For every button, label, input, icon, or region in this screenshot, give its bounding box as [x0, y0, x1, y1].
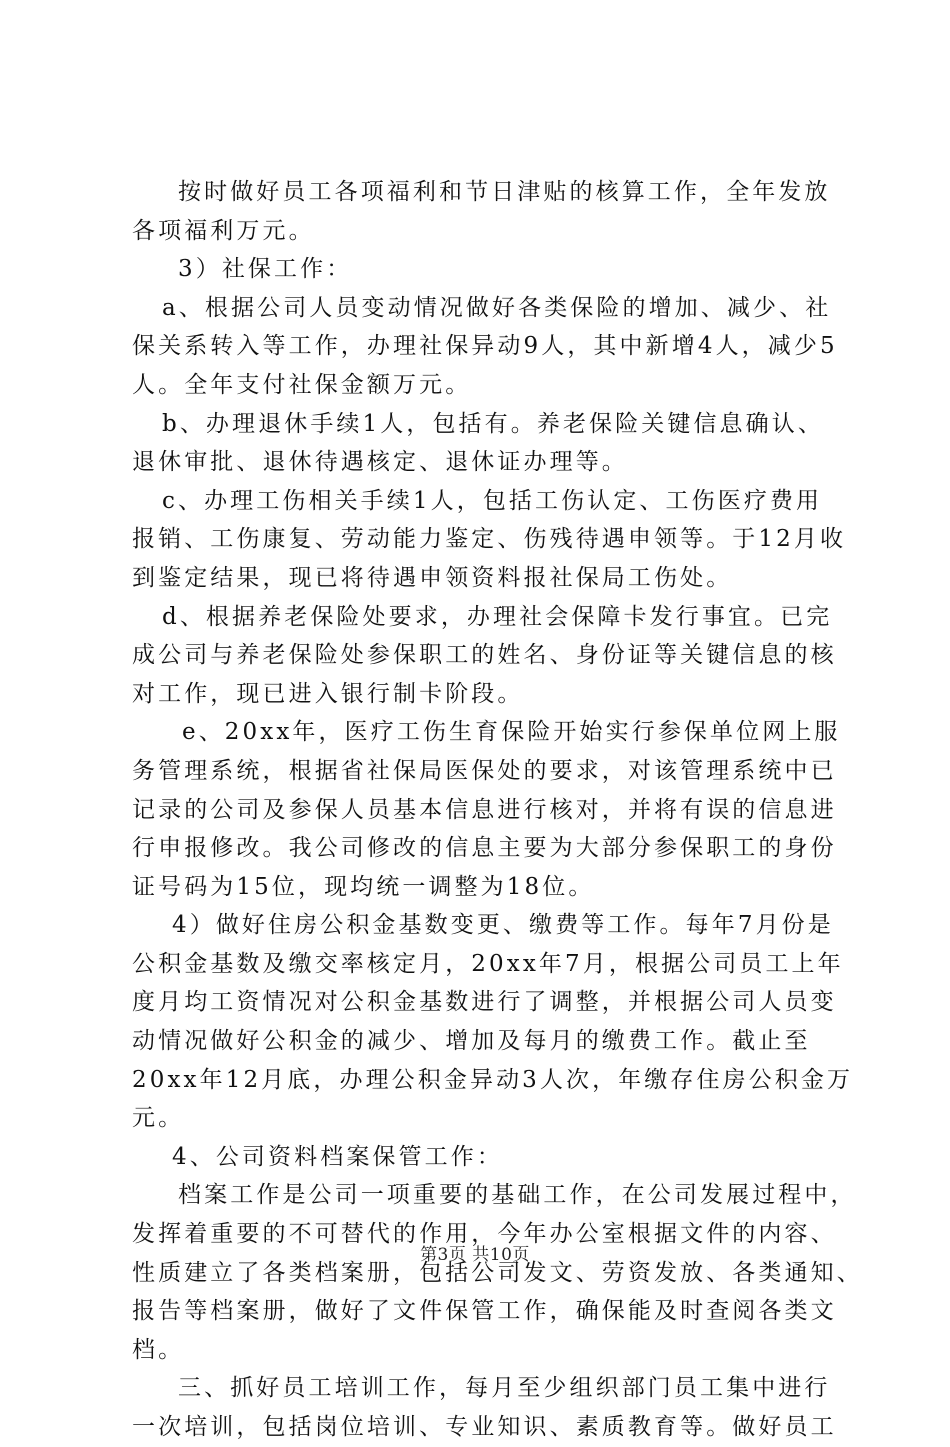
text-line: 成公司与养老保险处参保职工的姓名、身份证等关键信息的核 — [132, 642, 837, 669]
text-line: 动情况做好公积金的减少、增加及每月的缴费工作。截止至 — [132, 1028, 811, 1055]
text-line: 对工作，现已进入银行制卡阶段。 — [132, 680, 524, 707]
text-line: a、根据公司人员变动情况做好各类保险的增加、减少、社 — [162, 294, 832, 321]
text-line: 一次培训，包括岗位培训、专业知识、素质教育等。做好员工 — [132, 1414, 837, 1440]
text-line: d、根据养老保险处要求，办理社会保障卡发行事宜。已完 — [162, 603, 833, 630]
text-line: 档。 — [132, 1336, 185, 1363]
text-line: 公积金基数及缴交率核定月，20xx年7月，根据公司员工上年 — [132, 950, 844, 977]
text-line: 保关系转入等工作，办理社保异动9人，其中新增4人，减少5 — [132, 333, 838, 360]
text-line: 4）做好住房公积金基数变更、缴费等工作。每年7月份是 — [172, 912, 834, 939]
text-line: 行申报修改。我公司修改的信息主要为大部分参保职工的身份 — [132, 835, 837, 862]
text-line: 各项福利万元。 — [132, 217, 315, 244]
text-line: 档案工作是公司一项重要的基础工作，在公司发展过程中， — [178, 1182, 857, 1209]
text-line: 20xx年12月底，办理公积金异动3人次，年缴存住房公积金万 — [132, 1066, 854, 1093]
text-line: 记录的公司及参保人员基本信息进行核对，并将有误的信息进 — [132, 796, 837, 823]
text-line: e、20xx年，医疗工伤生育保险开始实行参保单位网上服 — [182, 719, 841, 746]
text-line: 报告等档案册，做好了文件保管工作，确保能及时查阅各类文 — [132, 1298, 837, 1325]
text-line: 人。全年支付社保金额万元。 — [132, 371, 472, 398]
text-line: b、办理退休手续1人，包括有。养老保险关键信息确认、 — [162, 410, 824, 437]
text-line: 性质建立了各类档案册，包括公司发文、劳资发放、各类通知、 — [132, 1259, 863, 1286]
text-line: 三、抓好员工培训工作，每月至少组织部门员工集中进行 — [178, 1375, 831, 1402]
text-line: 发挥着重要的不可替代的作用，今年办公室根据文件的内容、 — [132, 1221, 837, 1248]
text-line: 报销、工伤康复、劳动能力鉴定、伤残待遇申领等。于12月收 — [132, 526, 847, 553]
text-line: 务管理系统，根据省社保局医保处的要求，对该管理系统中已 — [132, 757, 837, 784]
text-line: 退休审批、退休待遇核定、退休证办理等。 — [132, 449, 628, 476]
text-line: 按时做好员工各项福利和节日津贴的核算工作，全年发放 — [178, 179, 831, 205]
text-line: 3）社保工作： — [178, 256, 353, 283]
text-line: c、办理工伤相关手续1人，包括工伤认定、工伤医疗费用 — [162, 487, 823, 514]
text-line: 度月均工资情况对公积金基数进行了调整，并根据公司人员变 — [132, 989, 837, 1016]
text-line: 4、公司资料档案保管工作： — [172, 1143, 503, 1170]
page-number-footer: 第3页 共10页 — [420, 1245, 530, 1265]
text-line: 到鉴定结果，现已将待遇申领资料报社保局工伤处。 — [132, 564, 733, 591]
text-line: 元。 — [132, 1105, 185, 1132]
text-line: 证号码为15位，现均统一调整为18位。 — [132, 873, 595, 900]
